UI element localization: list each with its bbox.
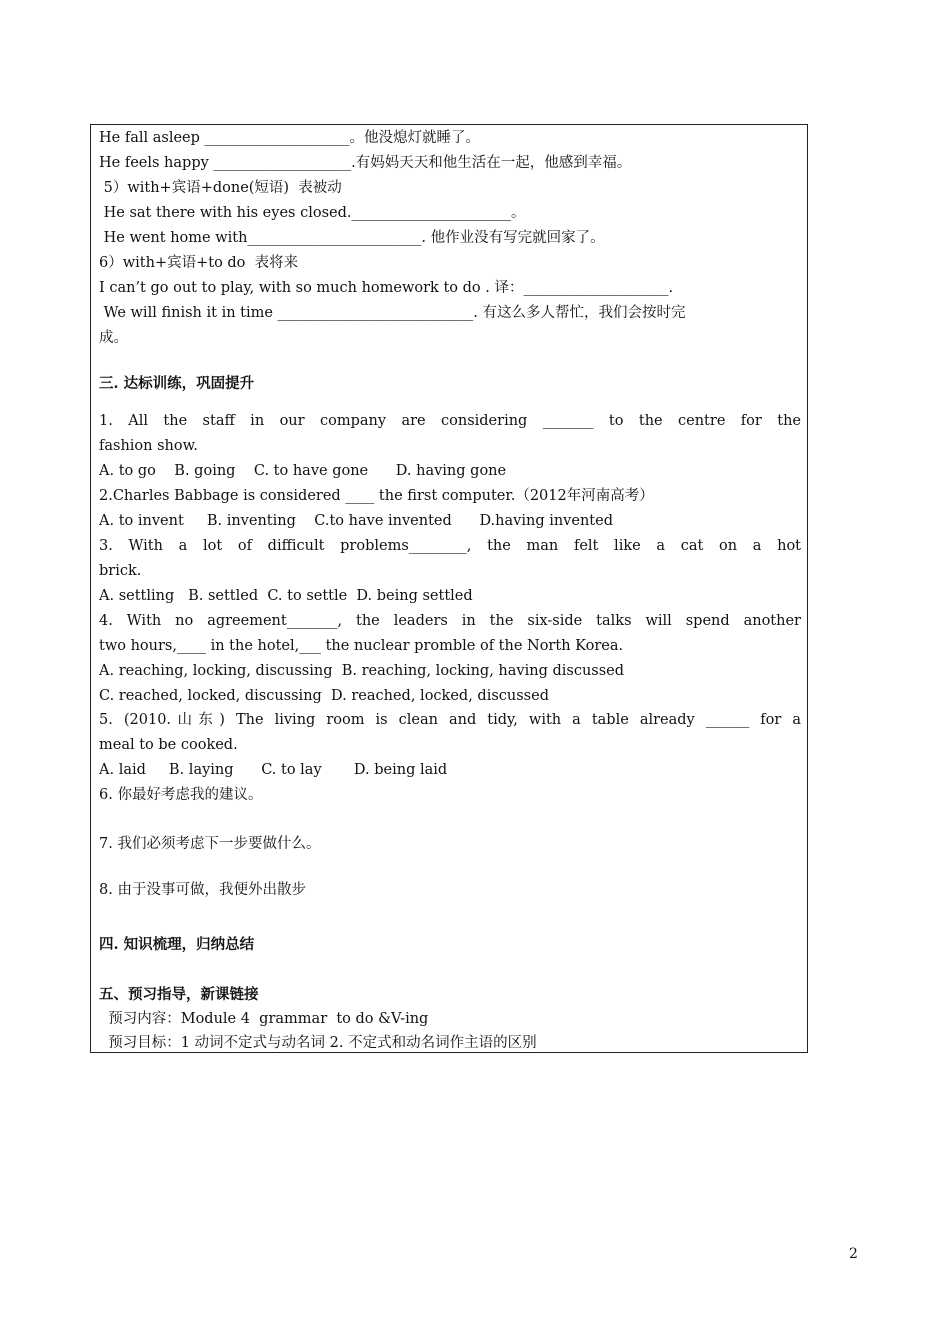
text-line-7: I can’t go out to play, with so much homework to do . 译：____________________.	[99, 280, 674, 296]
question-1-options: A. to go B. going C. to have gone D. having gone	[99, 463, 507, 479]
text-line-2: He feels happy ___________________.有妈妈天天和他生活在一起，他感到幸福。	[99, 155, 632, 171]
question-6: 6. 你最好考虑我的建议。	[99, 787, 263, 803]
question-1-line-1: 1. All the staff in our company are considering _______ to the centre for the	[99, 413, 801, 429]
section-heading-5: 五、预习指导，新课链接	[99, 986, 259, 1003]
question-3-options: A. settling B. settled C. to settle D. being settled	[99, 588, 473, 604]
page-number: 2	[849, 1246, 858, 1262]
question-4-options-cd: C. reached, locked, discussing D. reached, locked, discussed	[99, 688, 549, 704]
text-line-8: We will finish it in time ___________________________. 有这么多人帮忙，我们会按时完	[99, 305, 686, 321]
question-3-line-1: 3. With a lot of difficult problems________, the man felt like a cat on a hot	[99, 538, 801, 554]
text-line-5: He went home with________________________. 他作业没有写完就回家了。	[99, 230, 605, 246]
preview-content: 预习内容：Module 4 grammar to do &V-ing	[99, 1011, 429, 1027]
question-2-options: A. to invent B. inventing C.to have invented D.having invented	[99, 513, 613, 529]
question-7: 7. 我们必须考虑下一步要做什么。	[99, 836, 321, 852]
question-5-line-1: 5. (2010.山东) The living room is clean and tidy, with a table already ______ for a	[99, 712, 801, 728]
question-4-line-2: two hours,____ in the hotel,___ the nuclear promble of the North Korea.	[99, 638, 624, 654]
question-2-line-1: 2.Charles Babbage is considered ____ the first computer.（2012年河南高考）	[99, 488, 654, 504]
preview-goals: 预习目标：1 动词不定式与动名词 2. 不定式和动名词作主语的区别	[99, 1035, 537, 1051]
question-8: 8. 由于没事可做，我便外出散步	[99, 882, 306, 898]
section-heading-4: 四. 知识梳理，归纳总结	[99, 936, 255, 953]
question-1-line-2: fashion show.	[99, 438, 198, 454]
section-heading-3: 三. 达标训练，巩固提升	[99, 375, 255, 392]
text-line-4: He sat there with his eyes closed.______________________。	[99, 205, 526, 221]
question-5-options: A. laid B. laying C. to lay D. being laid	[99, 762, 448, 778]
question-5-line-2: meal to be cooked.	[99, 737, 238, 753]
question-4-options-ab: A. reaching, locking, discussing B. reaching, locking, having discussed	[99, 663, 625, 679]
question-4-line-1: 4. With no agreement_______, the leaders in the six-side talks will spend another	[99, 613, 801, 629]
text-line-3: 5）with+宾语+done(短语) 表被动	[99, 180, 342, 196]
question-3-line-2: brick.	[99, 563, 142, 579]
text-line-9: 成。	[99, 330, 128, 346]
text-line-6: 6）with+宾语+to do 表将来	[99, 255, 299, 271]
text-line-1: He fall asleep ____________________。他没熄灯就睡了。	[99, 130, 481, 146]
